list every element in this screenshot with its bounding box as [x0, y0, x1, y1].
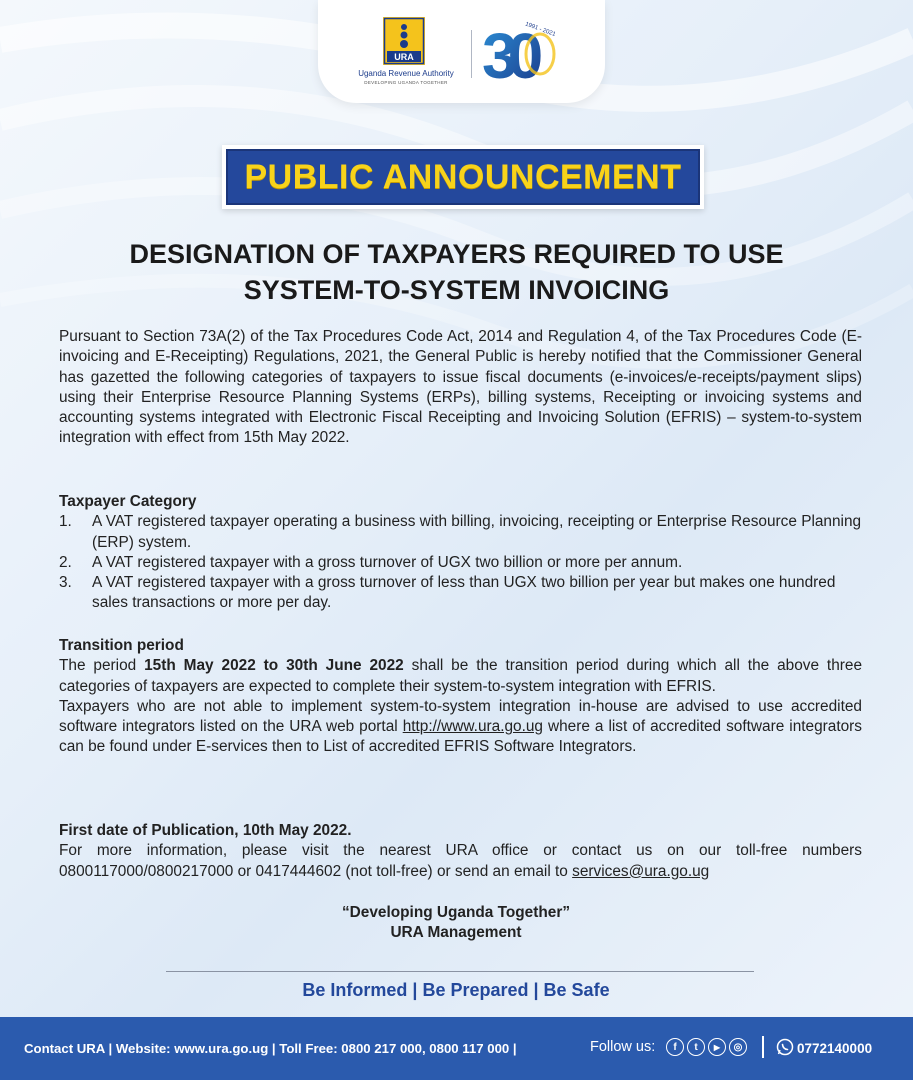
svg-text:1991 - 2021: 1991 - 2021: [524, 21, 557, 39]
list-item: 3. A VAT registered taxpayer with a gross turnover of less than UGX two billion per year but makes one hundred sales transactions or more per day.: [59, 574, 836, 612]
transition-paragraph-1: The period 15th May 2022 to 30th June 2022 shall be the transition period during which all the above three categories of taxpayers are expected to complete their system-to-system integration with EFRIS.: [59, 657, 863, 695]
banner-label: PUBLIC ANNOUNCEMENT: [226, 149, 700, 205]
transition-heading: Transition period: [59, 637, 184, 654]
publication-section: [59, 821, 862, 882]
publication-heading: First date of Publication, 10th May 2022.: [59, 822, 352, 839]
ura-portal-link[interactable]: http://www.ura.go.ug: [402, 718, 543, 736]
list-item: 2. A VAT registered taxpayer with a gross turnover of UGX two billion or more per annum.: [59, 553, 683, 571]
org-name: Uganda Revenue Authority: [358, 69, 454, 78]
transition-dates: 15th May 2022 to 30th June 2022: [144, 657, 404, 675]
logo-divider: [471, 30, 472, 78]
footer-bar: [0, 1017, 913, 1080]
ura-logo-icon: [383, 17, 425, 65]
public-announcement-banner: [222, 145, 704, 209]
title-line-1: DESIGNATION OF TAXPAYERS REQUIRED TO USE: [129, 239, 784, 269]
svg-text:URA: URA: [394, 52, 414, 62]
facebook-icon[interactable]: f: [666, 1038, 684, 1056]
youtube-icon[interactable]: ▶: [708, 1038, 726, 1056]
signoff: [256, 903, 656, 943]
divider: [166, 971, 754, 972]
footer-contact: Contact URA | Website: www.ura.go.ug | Toll Free: 0800 217 000, 0800 117 000 |: [24, 1041, 517, 1056]
30-years-anniversary-icon: [480, 12, 570, 88]
instagram-icon[interactable]: ◎: [729, 1038, 747, 1056]
title-line-2: SYSTEM-TO-SYSTEM INVOICING: [243, 275, 670, 305]
signoff-motto: “Developing Uganda Together”: [341, 904, 571, 921]
publication-paragraph: For more information, please visit the nearest URA office or contact us on our toll-free numbers 0800117000/0800217000 or 0417444602 (not toll-free) or send an email to services@ura.go.ug: [59, 842, 862, 880]
category-heading: Taxpayer Category: [59, 493, 197, 510]
logo-header: [318, 0, 605, 103]
transition-paragraph-2: Taxpayers who are not able to implement system-to-system integration in-house are advised to use accredited software integrators listed on the URA web portal http://www.ura.go.ug where a list of accredited software integrators can be found under E-services then to List of accredited EFRIS Software Integrators.: [59, 697, 862, 756]
intro-paragraph: Pursuant to Section 73A(2) of the Tax Procedures Code Act, 2014 and Regulation 4, of the Tax Procedures Code (E-invoicing and E-Receipting) Regulations, 2021, the General Public is hereby notified that the Commissioner General has gazetted the following categories of taxpayers to issue fiscal documents (e-invoices/e-receipts/payment slips) using their Enterprise Resource Planning Systems (ERPs), billing systems, Receipting or invoicing systems and accounting systems integrated with Electronic Fiscal Receipting and Invoicing Solution (EFRIS) – system-to-system integration with effect from 15th May 2022.: [59, 328, 862, 447]
document-title: [60, 236, 853, 308]
signoff-signatory: URA Management: [390, 924, 522, 941]
twitter-icon[interactable]: t: [687, 1038, 705, 1056]
follow-us-label: Follow us:: [590, 1039, 656, 1055]
services-email-link[interactable]: services@ura.go.ug: [572, 862, 710, 880]
transition-section: [59, 636, 862, 758]
org-motto: DEVELOPING UGANDA TOGETHER: [364, 80, 448, 85]
category-list: [59, 512, 862, 613]
list-item: 1. A VAT registered taxpayer operating a business with billing, invoicing, receipting or Enterprise Resource Planning (ERP) system.: [59, 513, 862, 551]
whatsapp-icon[interactable]: [776, 1038, 794, 1056]
whatsapp-number[interactable]: 0772140000: [797, 1041, 873, 1056]
tagline: Be Informed | Be Prepared | Be Safe: [302, 980, 610, 1000]
taxpayer-category-section: [59, 492, 862, 614]
svg-text:30: 30: [482, 20, 534, 88]
footer-separator: [762, 1036, 764, 1058]
